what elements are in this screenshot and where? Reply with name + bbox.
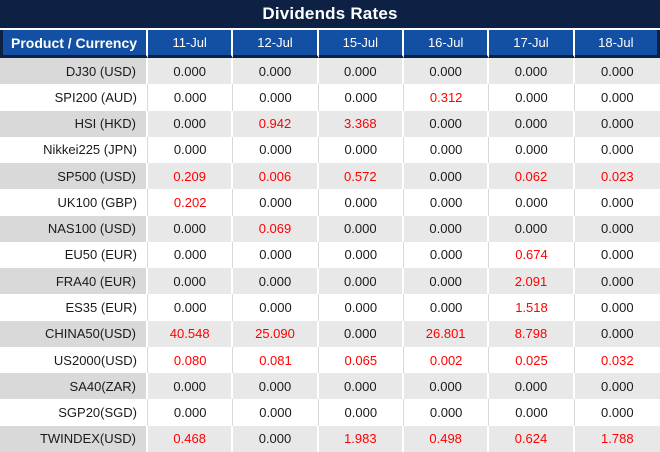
value-cell: 0.000 — [319, 137, 404, 163]
value-cell: 0.000 — [233, 373, 318, 399]
value-cell: 0.000 — [319, 268, 404, 294]
value-cell: 0.002 — [404, 347, 489, 373]
value-cell: 0.312 — [404, 84, 489, 110]
value-cell: 0.000 — [148, 216, 233, 242]
value-cell: 0.000 — [148, 242, 233, 268]
value-cell: 0.000 — [575, 84, 660, 110]
value-cell: 8.798 — [489, 321, 574, 347]
product-cell: SPI200 (AUD) — [0, 84, 148, 110]
value-cell: 0.000 — [319, 242, 404, 268]
product-cell: UK100 (GBP) — [0, 189, 148, 215]
value-cell: 0.000 — [575, 137, 660, 163]
value-cell: 0.000 — [575, 268, 660, 294]
value-cell: 0.000 — [575, 111, 660, 137]
value-cell: 0.942 — [233, 111, 318, 137]
value-cell: 1.788 — [575, 426, 660, 452]
value-cell: 0.000 — [575, 373, 660, 399]
table-row — [0, 321, 660, 347]
value-cell: 0.209 — [148, 163, 233, 189]
value-cell: 0.000 — [575, 399, 660, 425]
value-cell: 0.000 — [575, 294, 660, 320]
table-row — [0, 163, 660, 189]
product-cell: TWINDEX(USD) — [0, 426, 148, 452]
value-cell: 25.090 — [233, 321, 318, 347]
value-cell: 0.000 — [319, 84, 404, 110]
table-row — [0, 426, 660, 452]
value-cell: 0.000 — [148, 373, 233, 399]
value-cell: 0.000 — [489, 137, 574, 163]
value-cell: 0.000 — [575, 216, 660, 242]
product-cell: FRA40 (EUR) — [0, 268, 148, 294]
value-cell: 0.000 — [233, 399, 318, 425]
column-header-date-18-jul: 18-Jul — [575, 30, 660, 58]
value-cell: 0.000 — [489, 189, 574, 215]
value-cell: 0.000 — [319, 216, 404, 242]
value-cell: 0.000 — [233, 189, 318, 215]
value-cell: 0.000 — [319, 373, 404, 399]
column-header-date-12-jul: 12-Jul — [233, 30, 318, 58]
value-cell: 0.000 — [489, 399, 574, 425]
value-cell: 0.000 — [404, 268, 489, 294]
column-header-date-16-jul: 16-Jul — [404, 30, 489, 58]
table-row — [0, 137, 660, 163]
table-row — [0, 347, 660, 373]
product-cell: SA40(ZAR) — [0, 373, 148, 399]
value-cell: 0.000 — [319, 399, 404, 425]
value-cell: 0.000 — [404, 216, 489, 242]
table-row — [0, 58, 660, 84]
table-row — [0, 84, 660, 110]
value-cell: 0.572 — [319, 163, 404, 189]
column-header-date-17-jul: 17-Jul — [489, 30, 574, 58]
value-cell: 0.000 — [404, 242, 489, 268]
value-cell: 0.468 — [148, 426, 233, 452]
value-cell: 0.000 — [575, 321, 660, 347]
table-row — [0, 294, 660, 320]
product-cell: DJ30 (USD) — [0, 58, 148, 84]
value-cell: 2.091 — [489, 268, 574, 294]
value-cell: 0.000 — [404, 399, 489, 425]
value-cell: 0.023 — [575, 163, 660, 189]
product-cell: EU50 (EUR) — [0, 242, 148, 268]
value-cell: 1.518 — [489, 294, 574, 320]
product-cell: NAS100 (USD) — [0, 216, 148, 242]
value-cell: 0.000 — [489, 111, 574, 137]
value-cell: 0.000 — [148, 58, 233, 84]
column-header-date-11-jul: 11-Jul — [148, 30, 233, 58]
value-cell: 0.000 — [319, 321, 404, 347]
value-cell: 40.548 — [148, 321, 233, 347]
value-cell: 0.081 — [233, 347, 318, 373]
value-cell: 0.000 — [148, 294, 233, 320]
value-cell: 0.000 — [489, 58, 574, 84]
column-header-row — [0, 30, 660, 58]
value-cell: 26.801 — [404, 321, 489, 347]
table-row — [0, 242, 660, 268]
table-row — [0, 268, 660, 294]
product-cell: CHINA50(USD) — [0, 321, 148, 347]
value-cell: 0.000 — [233, 426, 318, 452]
value-cell: 0.000 — [319, 294, 404, 320]
value-cell: 0.000 — [404, 111, 489, 137]
value-cell: 0.000 — [233, 242, 318, 268]
value-cell: 0.000 — [404, 137, 489, 163]
value-cell: 0.000 — [233, 268, 318, 294]
value-cell: 0.000 — [233, 294, 318, 320]
value-cell: 0.062 — [489, 163, 574, 189]
value-cell: 0.000 — [319, 58, 404, 84]
value-cell: 0.000 — [319, 189, 404, 215]
value-cell: 0.006 — [233, 163, 318, 189]
product-cell: SGP20(SGD) — [0, 399, 148, 425]
value-cell: 0.000 — [404, 294, 489, 320]
table-body — [0, 58, 660, 452]
product-cell: Nikkei225 (JPN) — [0, 137, 148, 163]
value-cell: 0.000 — [575, 242, 660, 268]
value-cell: 0.624 — [489, 426, 574, 452]
table-row — [0, 373, 660, 399]
value-cell: 0.069 — [233, 216, 318, 242]
value-cell: 0.000 — [404, 189, 489, 215]
value-cell: 0.000 — [148, 399, 233, 425]
value-cell: 0.000 — [489, 84, 574, 110]
value-cell: 0.202 — [148, 189, 233, 215]
table-row — [0, 189, 660, 215]
value-cell: 0.000 — [148, 268, 233, 294]
product-cell: US2000(USD) — [0, 347, 148, 373]
value-cell: 1.983 — [319, 426, 404, 452]
table-row — [0, 111, 660, 137]
value-cell: 0.025 — [489, 347, 574, 373]
table-title: Dividends Rates — [0, 0, 660, 30]
value-cell: 0.000 — [404, 373, 489, 399]
value-cell: 0.000 — [148, 111, 233, 137]
value-cell: 0.000 — [233, 58, 318, 84]
value-cell: 0.000 — [148, 137, 233, 163]
value-cell: 0.000 — [575, 189, 660, 215]
column-header-date-15-jul: 15-Jul — [319, 30, 404, 58]
value-cell: 0.000 — [233, 84, 318, 110]
value-cell: 0.000 — [233, 137, 318, 163]
product-cell: ES35 (EUR) — [0, 294, 148, 320]
value-cell: 0.000 — [489, 216, 574, 242]
product-cell: HSI (HKD) — [0, 111, 148, 137]
value-cell: 0.032 — [575, 347, 660, 373]
value-cell: 0.000 — [404, 58, 489, 84]
value-cell: 0.674 — [489, 242, 574, 268]
table-row — [0, 399, 660, 425]
value-cell: 0.000 — [404, 163, 489, 189]
value-cell: 0.498 — [404, 426, 489, 452]
product-cell: SP500 (USD) — [0, 163, 148, 189]
value-cell: 0.000 — [148, 84, 233, 110]
table-row — [0, 216, 660, 242]
value-cell: 0.000 — [575, 58, 660, 84]
value-cell: 0.080 — [148, 347, 233, 373]
title-bar — [0, 0, 660, 30]
value-cell: 0.000 — [489, 373, 574, 399]
column-header-product-currency: Product / Currency — [0, 30, 148, 58]
value-cell: 3.368 — [319, 111, 404, 137]
value-cell: 0.065 — [319, 347, 404, 373]
